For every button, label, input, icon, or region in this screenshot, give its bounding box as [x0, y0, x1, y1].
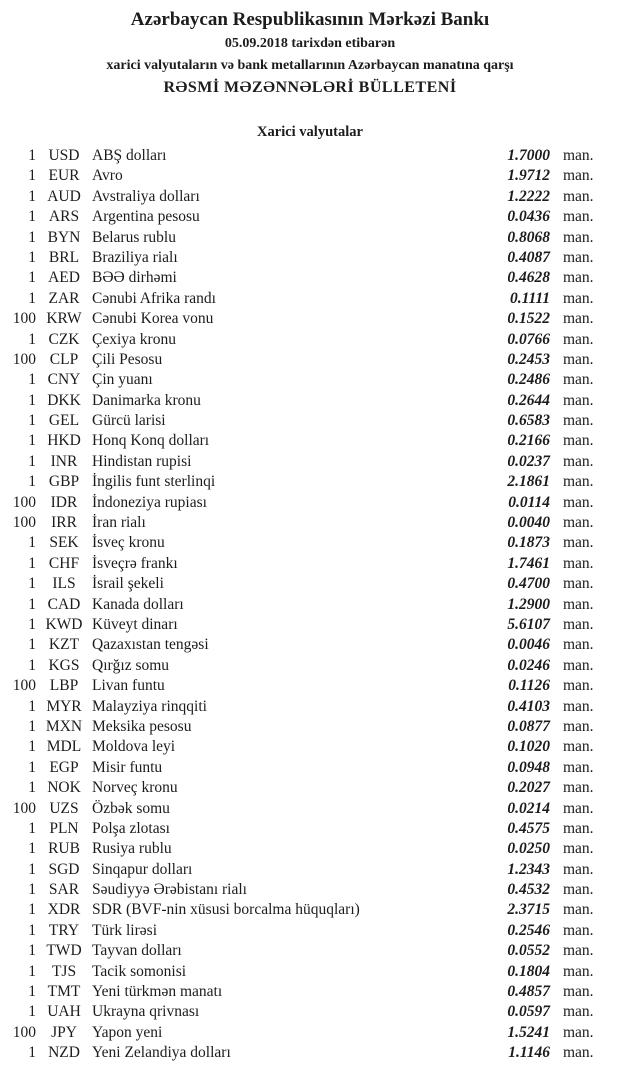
- quantity: 1: [28, 167, 36, 185]
- quantity: 1: [28, 248, 36, 266]
- currency-code: GEL: [48, 412, 80, 430]
- rate-value: 1.2222: [507, 187, 550, 205]
- currency-name: ABŞ dolları: [92, 147, 167, 164]
- unit-label: man.: [563, 921, 594, 939]
- quantity: 1: [28, 615, 36, 633]
- rate-value: 5.6107: [507, 615, 550, 633]
- unit-label: man.: [563, 248, 594, 266]
- rate-value: 0.8068: [507, 228, 550, 246]
- quantity: 1: [28, 860, 36, 878]
- currency-name: Türk lirəsi: [92, 921, 157, 939]
- unit-label: man.: [563, 1044, 594, 1062]
- rate-row: [0, 880, 620, 900]
- unit-label: man.: [563, 1003, 594, 1021]
- quantity: 1: [28, 901, 36, 919]
- rate-row: [0, 1002, 620, 1022]
- quantity: 1: [28, 228, 36, 246]
- quantity: 1: [28, 534, 36, 552]
- currency-code: SGD: [48, 860, 80, 878]
- quantity: 100: [12, 350, 36, 368]
- quantity: 1: [28, 412, 36, 430]
- quantity: 1: [28, 147, 36, 164]
- currency-code: CNY: [47, 371, 81, 389]
- unit-label: man.: [563, 636, 594, 654]
- rate-value: 0.2486: [507, 371, 550, 389]
- quantity: 1: [28, 187, 36, 205]
- rate-row: [0, 941, 620, 961]
- currency-code: KGS: [48, 656, 80, 674]
- rate-value: 0.0246: [507, 656, 550, 674]
- rate-value: 0.0877: [507, 717, 550, 735]
- rate-value: 0.0766: [507, 330, 550, 348]
- quantity: 1: [28, 1003, 36, 1021]
- rate-value: 0.0046: [507, 636, 550, 654]
- currency-name: Ukrayna qrivnası: [92, 1003, 200, 1021]
- rate-value: 0.2453: [507, 350, 550, 368]
- currency-code: CAD: [47, 595, 81, 613]
- quantity: 1: [28, 942, 36, 960]
- rate-value: 0.1111: [509, 289, 550, 307]
- rate-value: 1.7000: [507, 147, 550, 164]
- currency-code: ZAR: [48, 289, 80, 307]
- rate-value: 0.2546: [507, 921, 550, 939]
- rate-value: 0.2644: [507, 391, 550, 409]
- currency-name: Moldova leyi: [92, 738, 176, 756]
- rate-row: [0, 289, 620, 309]
- quantity: 1: [28, 840, 36, 858]
- rate-value: 0.1126: [508, 677, 550, 695]
- currency-name: Honq Konq dolları: [92, 432, 210, 450]
- quantity: 1: [28, 697, 36, 715]
- unit-label: man.: [563, 534, 594, 552]
- rate-value: 0.4700: [507, 575, 550, 593]
- rate-row: [0, 819, 620, 839]
- rate-row: [0, 676, 620, 696]
- currency-name: Rusiya rublu: [92, 840, 172, 858]
- rate-row: [0, 452, 620, 472]
- currency-name: Argentina pesosu: [92, 208, 200, 226]
- currency-code: CLP: [49, 350, 79, 368]
- unit-label: man.: [563, 208, 594, 226]
- currency-code: IRR: [51, 514, 77, 532]
- currency-name: İngilis funt sterlinqi: [92, 473, 216, 491]
- rate-row: [0, 166, 620, 186]
- rate-row: [0, 533, 620, 553]
- unit-label: man.: [563, 147, 594, 164]
- rate-value: 0.0597: [507, 1003, 550, 1021]
- currency-code: MXN: [45, 717, 83, 735]
- rate-value: 0.4532: [507, 881, 550, 899]
- rate-value: 0.4857: [507, 983, 550, 1001]
- rate-value: 0.0948: [507, 758, 550, 776]
- currency-code: MDL: [46, 738, 82, 756]
- currency-code: ARS: [48, 208, 80, 226]
- unit-label: man.: [563, 799, 594, 817]
- currency-code: PLN: [49, 819, 79, 837]
- quantity: 1: [28, 452, 36, 470]
- unit-label: man.: [563, 942, 594, 960]
- rate-row: [0, 982, 620, 1002]
- unit-label: man.: [563, 493, 594, 511]
- currency-name: Avro: [92, 167, 123, 185]
- rate-row: [0, 697, 620, 717]
- quantity: 1: [28, 656, 36, 674]
- rate-row: [0, 758, 620, 778]
- currency-name: Çexiya kronu: [92, 330, 176, 348]
- currency-code: BRL: [48, 248, 80, 266]
- currency-code: USD: [48, 147, 80, 164]
- quantity: 1: [28, 554, 36, 572]
- rate-value: 0.0552: [507, 942, 550, 960]
- quantity: 1: [28, 371, 36, 389]
- rate-row: [0, 778, 620, 798]
- quantity: 1: [28, 473, 36, 491]
- currency-code: INR: [50, 452, 78, 470]
- currency-name: İran rialı: [92, 514, 146, 532]
- currency-code: BYN: [47, 228, 81, 246]
- currency-name: Yapon yeni: [92, 1023, 163, 1041]
- rate-row: [0, 146, 620, 166]
- quantity: 1: [28, 881, 36, 899]
- unit-label: man.: [563, 167, 594, 185]
- unit-label: man.: [563, 738, 594, 756]
- quantity: 1: [28, 208, 36, 226]
- quantity: 1: [28, 269, 36, 287]
- rate-value: 1.2343: [507, 860, 550, 878]
- subject-line: xarici valyutaların və bank metallarının Azərbaycan manatına qarşı: [106, 58, 514, 73]
- currency-name: Küveyt dinarı: [92, 615, 178, 633]
- unit-label: man.: [563, 514, 594, 532]
- quantity: 100: [12, 514, 36, 532]
- currency-name: Misir funtu: [92, 758, 163, 776]
- unit-label: man.: [563, 452, 594, 470]
- currency-name: İsveçrə frankı: [92, 554, 178, 572]
- rate-row: [0, 574, 620, 594]
- rate-row: [0, 411, 620, 431]
- rate-value: 0.4628: [507, 269, 550, 287]
- quantity: 100: [12, 677, 36, 695]
- quantity: 1: [28, 595, 36, 613]
- currency-code: CHF: [48, 554, 80, 572]
- rate-row: [0, 900, 620, 920]
- unit-label: man.: [563, 554, 594, 572]
- rate-row: [0, 472, 620, 492]
- unit-label: man.: [563, 1023, 594, 1041]
- currency-name: BƏƏ dirhəmi: [92, 269, 177, 287]
- unit-label: man.: [563, 350, 594, 368]
- rate-value: 1.5241: [507, 1023, 550, 1041]
- rate-value: 1.1146: [508, 1044, 550, 1062]
- quantity: 1: [28, 432, 36, 450]
- currency-name: Braziliya rialı: [92, 248, 178, 266]
- quantity: 1: [28, 779, 36, 797]
- rate-value: 0.1522: [507, 310, 550, 328]
- unit-label: man.: [563, 697, 594, 715]
- rate-value: 0.4103: [507, 697, 550, 715]
- currency-code: AED: [48, 269, 80, 287]
- quantity: 1: [28, 819, 36, 837]
- quantity: 1: [28, 983, 36, 1001]
- rate-row: [0, 187, 620, 207]
- unit-label: man.: [563, 269, 594, 287]
- currency-code: CZK: [48, 330, 80, 348]
- unit-label: man.: [563, 575, 594, 593]
- currency-code: UAH: [47, 1003, 81, 1021]
- effective-date-line: 05.09.2018 tarixdən etibarən: [224, 36, 396, 51]
- unit-label: man.: [563, 187, 594, 205]
- currency-name: Tacik somonisi: [92, 962, 187, 980]
- quantity: 1: [28, 330, 36, 348]
- rate-row: [0, 350, 620, 370]
- rate-row: [0, 228, 620, 248]
- currency-code: IDR: [50, 493, 78, 511]
- currency-name: İsrail şekeli: [92, 575, 164, 593]
- currency-code: KRW: [46, 310, 82, 328]
- currency-code: TMT: [47, 983, 81, 1001]
- rate-row: [0, 1023, 620, 1043]
- section-title-foreign-currencies: Xarici valyutalar: [257, 124, 363, 140]
- rate-row: [0, 1043, 620, 1063]
- rate-value: 0.2027: [507, 779, 550, 797]
- currency-name: Polşa zlotası: [92, 819, 170, 837]
- currency-code: HKD: [47, 432, 81, 450]
- rate-row: [0, 839, 620, 859]
- currency-name: Tayvan dolları: [92, 942, 182, 960]
- quantity: 1: [28, 717, 36, 735]
- quantity: 1: [28, 962, 36, 980]
- quantity: 1: [28, 575, 36, 593]
- rate-row: [0, 513, 620, 533]
- currency-name: Danimarka kronu: [92, 391, 201, 409]
- unit-label: man.: [563, 860, 594, 878]
- unit-label: man.: [563, 228, 594, 246]
- currency-name: İndoneziya rupiası: [92, 493, 207, 511]
- currency-code: GBP: [48, 473, 80, 491]
- currency-code: ILS: [52, 575, 76, 593]
- quantity: 1: [28, 758, 36, 776]
- currency-name: SDR (BVF-nin xüsusi borcalma hüquqları): [92, 901, 360, 919]
- rate-value: 0.4087: [507, 248, 550, 266]
- rate-value: 0.4575: [507, 819, 550, 837]
- rate-row: [0, 799, 620, 819]
- unit-label: man.: [563, 412, 594, 430]
- currency-name: İsveç kronu: [92, 534, 165, 552]
- rate-value: 0.6583: [507, 412, 550, 430]
- currency-name: Qırğız somu: [92, 656, 170, 674]
- unit-label: man.: [563, 758, 594, 776]
- currency-name: Hindistan rupisi: [92, 452, 192, 470]
- rate-row: [0, 391, 620, 411]
- currency-name: Avstraliya dolları: [92, 187, 200, 205]
- rate-value: 0.0436: [507, 208, 550, 226]
- rate-row: [0, 921, 620, 941]
- rate-row: [0, 962, 620, 982]
- unit-label: man.: [563, 983, 594, 1001]
- rate-value: 0.0040: [507, 514, 550, 532]
- currency-code: KWD: [45, 615, 83, 633]
- currency-name: Norveç kronu: [92, 779, 178, 797]
- unit-label: man.: [563, 289, 594, 307]
- rate-row: [0, 309, 620, 329]
- bulletin-header: [0, 0, 620, 98]
- rate-row: [0, 860, 620, 880]
- unit-label: man.: [563, 677, 594, 695]
- currency-name: Yeni türkmən manatı: [92, 983, 223, 1001]
- quantity: 1: [28, 738, 36, 756]
- quantity: 1: [28, 921, 36, 939]
- unit-label: man.: [563, 473, 594, 491]
- rate-value: 0.1873: [507, 534, 550, 552]
- rate-row: [0, 615, 620, 635]
- unit-label: man.: [563, 717, 594, 735]
- rate-value: 0.0237: [507, 452, 550, 470]
- rate-value: 0.0214: [507, 799, 550, 817]
- quantity: 100: [12, 1023, 36, 1041]
- rate-value: 1.7461: [507, 554, 550, 572]
- rate-value: 2.3715: [507, 901, 550, 919]
- rate-row: [0, 554, 620, 574]
- rate-row: [0, 717, 620, 737]
- unit-label: man.: [563, 310, 594, 328]
- currency-name: Qazaxıstan tengəsi: [92, 636, 209, 654]
- currency-code: RUB: [48, 840, 80, 858]
- currency-code: TWD: [46, 942, 82, 960]
- currency-code: MYR: [46, 697, 82, 715]
- currency-name: Meksika pesosu: [92, 717, 192, 735]
- unit-label: man.: [563, 881, 594, 899]
- rate-row: [0, 248, 620, 268]
- rate-row: [0, 207, 620, 227]
- rates-table: [0, 146, 620, 1064]
- rate-value: 0.2166: [507, 432, 550, 450]
- currency-name: Cənubi Korea vonu: [92, 310, 214, 328]
- unit-label: man.: [563, 391, 594, 409]
- currency-code: SEK: [49, 534, 79, 552]
- currency-name: Özbək somu: [92, 799, 170, 817]
- rate-value: 0.1804: [507, 962, 550, 980]
- unit-label: man.: [563, 819, 594, 837]
- currency-name: Səudiyyə Ərəbistanı rialı: [92, 881, 247, 899]
- currency-name: Sinqapur dolları: [92, 860, 193, 878]
- rate-row: [0, 635, 620, 655]
- rate-value: 0.0250: [507, 840, 550, 858]
- currency-name: Cənubi Afrika randı: [92, 289, 216, 307]
- unit-label: man.: [563, 432, 594, 450]
- currency-code: XDR: [47, 901, 81, 919]
- currency-code: DKK: [47, 391, 81, 409]
- rate-value: 1.9712: [507, 167, 550, 185]
- rate-row: [0, 656, 620, 676]
- currency-name: Gürcü larisi: [92, 412, 166, 430]
- unit-label: man.: [563, 840, 594, 858]
- currency-code: TRY: [48, 921, 80, 939]
- currency-code: UZS: [49, 799, 79, 817]
- unit-label: man.: [563, 595, 594, 613]
- rate-row: [0, 737, 620, 757]
- rate-row: [0, 493, 620, 513]
- rate-value: 1.2900: [507, 595, 550, 613]
- rate-row: [0, 431, 620, 451]
- currency-name: Livan funtu: [92, 677, 165, 695]
- unit-label: man.: [563, 962, 594, 980]
- currency-name: Çin yuanı: [92, 371, 153, 389]
- rate-row: [0, 330, 620, 350]
- rate-value: 0.0114: [508, 493, 550, 511]
- bulletin-title: RƏSMİ MƏZƏNNƏLƏRİ BÜLLETENİ: [163, 79, 457, 96]
- currency-name: Malayziya rinqqiti: [92, 697, 207, 715]
- currency-name: Belarus rublu: [92, 228, 176, 246]
- unit-label: man.: [563, 779, 594, 797]
- currency-code: KZT: [48, 636, 80, 654]
- currency-code: SAR: [48, 881, 80, 899]
- unit-label: man.: [563, 615, 594, 633]
- quantity: 100: [12, 799, 36, 817]
- quantity: 1: [28, 636, 36, 654]
- unit-label: man.: [563, 330, 594, 348]
- currency-code: JPY: [51, 1023, 77, 1041]
- quantity: 100: [12, 493, 36, 511]
- currency-code: TJS: [51, 962, 77, 980]
- currency-code: EUR: [48, 167, 80, 185]
- currency-code: LBP: [49, 677, 79, 695]
- bank-name-title: Azərbaycan Respublikasının Mərkəzi Bankı: [130, 9, 490, 30]
- rate-row: [0, 595, 620, 615]
- currency-name: Kanada dolları: [92, 595, 184, 613]
- currency-name: Çili Pesosu: [92, 350, 163, 368]
- currency-code: NOK: [47, 779, 81, 797]
- currency-code: EGP: [49, 758, 79, 776]
- quantity: 100: [12, 310, 36, 328]
- currency-name: Yeni Zelandiya dolları: [92, 1044, 231, 1062]
- unit-label: man.: [563, 656, 594, 674]
- rate-row: [0, 268, 620, 288]
- quantity: 1: [28, 1044, 36, 1062]
- quantity: 1: [28, 289, 36, 307]
- quantity: 1: [28, 391, 36, 409]
- currency-code: NZD: [48, 1044, 80, 1062]
- rate-value: 0.1020: [507, 738, 550, 756]
- currency-code: AUD: [47, 187, 81, 205]
- unit-label: man.: [563, 901, 594, 919]
- rate-value: 2.1861: [507, 473, 550, 491]
- unit-label: man.: [563, 371, 594, 389]
- rate-row: [0, 370, 620, 390]
